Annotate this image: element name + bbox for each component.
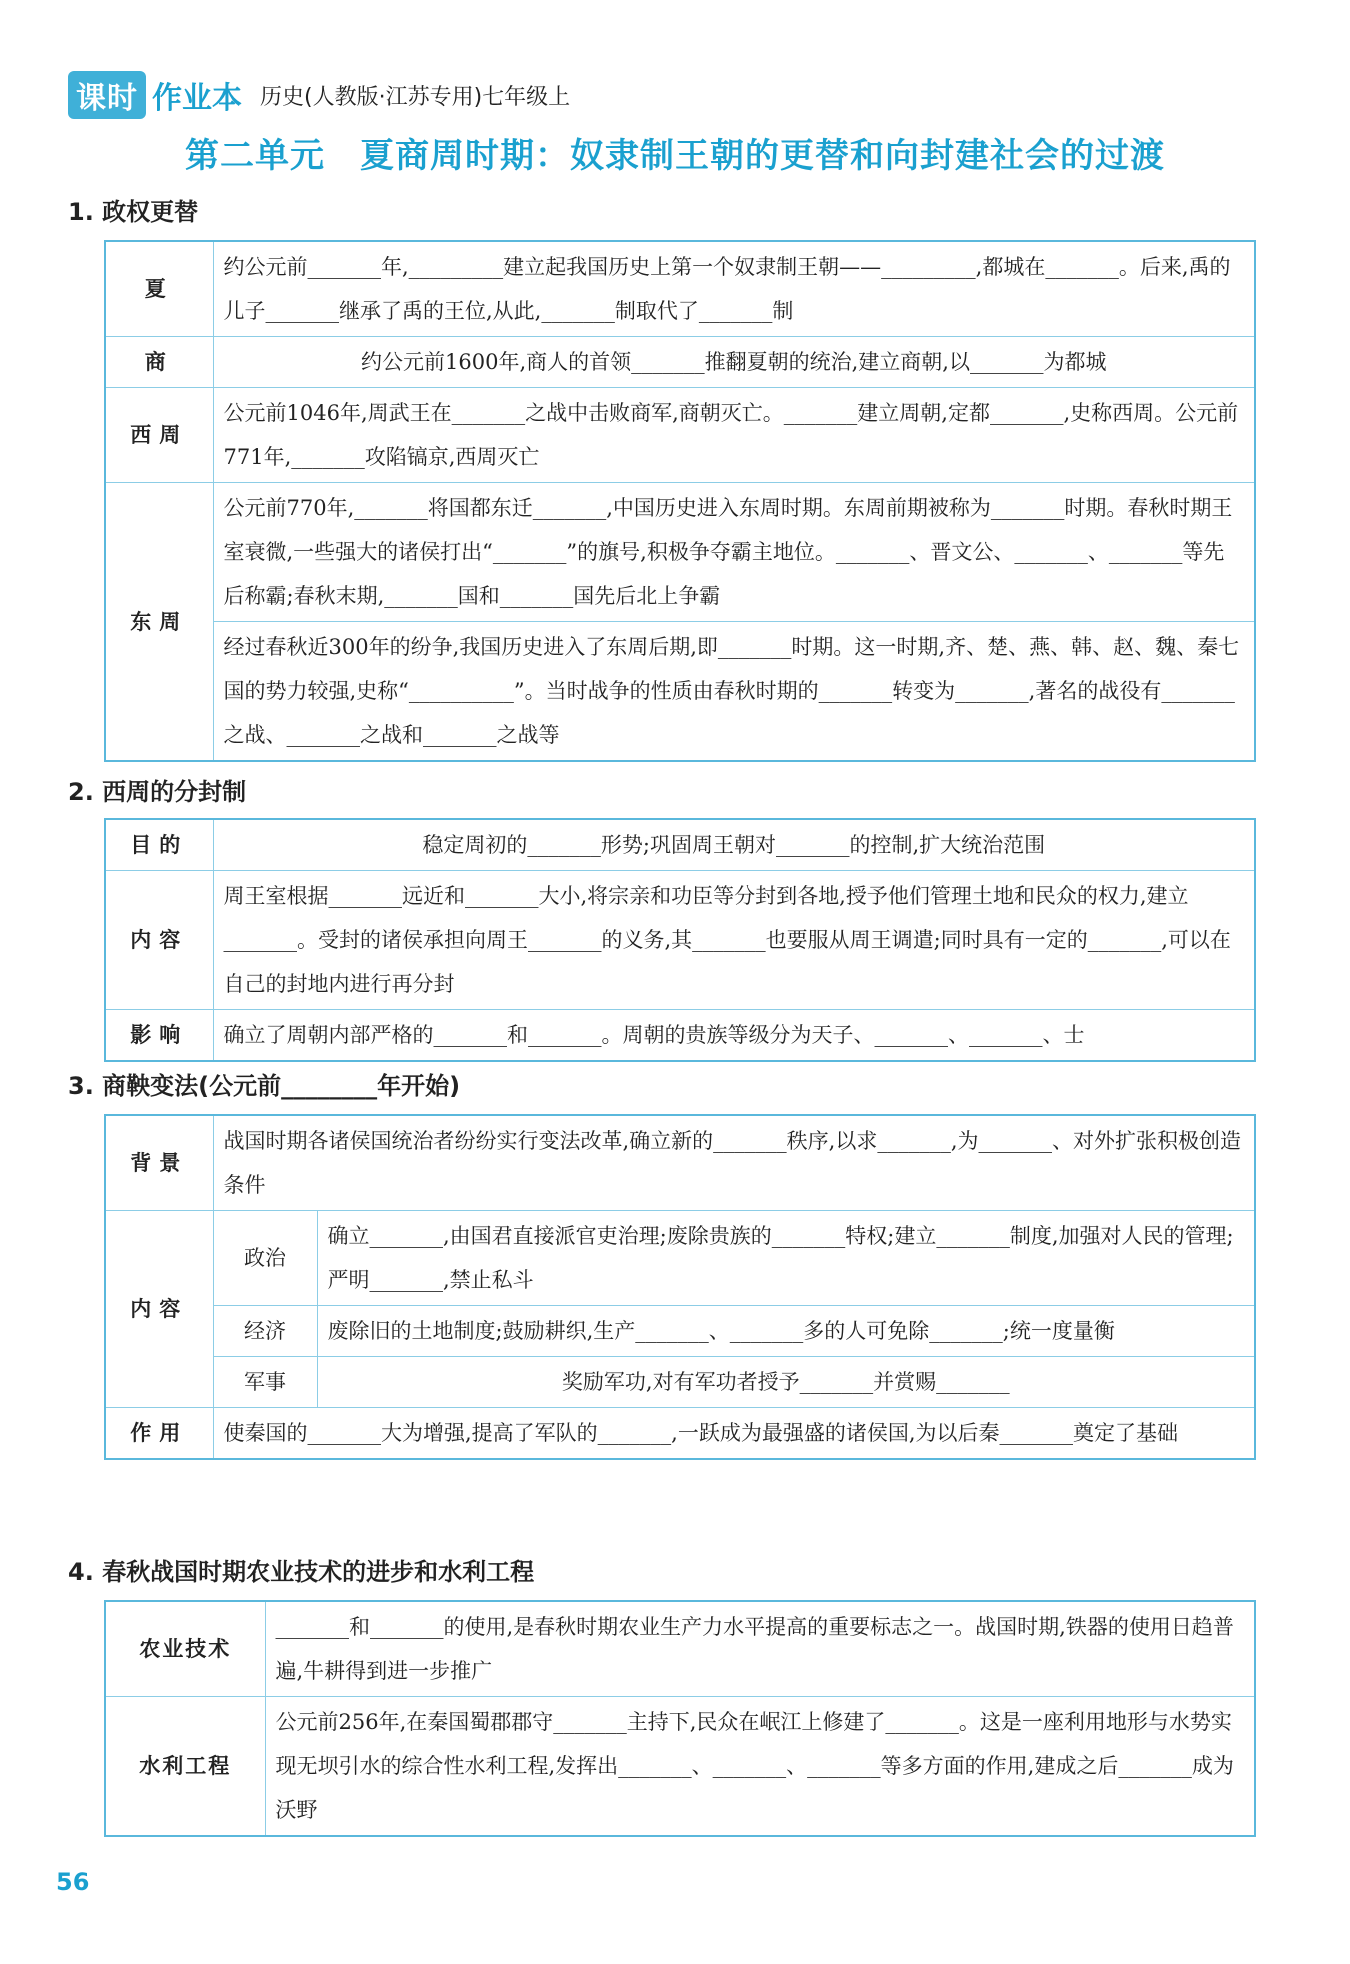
row-text-purpose: 稳定周初的_______形势;巩固周王朝对_______的控制,扩大统治范围 bbox=[213, 819, 1255, 871]
section-title-1: 1. 政权更替 bbox=[68, 198, 199, 226]
table-row bbox=[105, 622, 1255, 762]
table-row bbox=[105, 1306, 1255, 1357]
table-row bbox=[105, 337, 1255, 388]
section-title-3: 3. 商鞅变法(公元前________年开始) bbox=[68, 1072, 461, 1100]
row-text-xizhou: 公元前1046年,周武王在_______之战中击败商军,商朝灭亡。_______建立周朝,定都_______,史称西周。公元前771年,_______攻陷镐京,西周灭亡 bbox=[213, 388, 1255, 483]
row-head-background: 背景 bbox=[105, 1115, 213, 1211]
row-head-xia: 夏 bbox=[105, 241, 213, 337]
subhead-economy: 经济 bbox=[213, 1306, 317, 1357]
table-row bbox=[105, 483, 1255, 622]
section-title-4: 4. 春秋战国时期农业技术的进步和水利工程 bbox=[68, 1558, 535, 1586]
row-text-water: 公元前256年,在秦国蜀郡郡守_______主持下,民众在岷江上修建了_______。这是一座利用地形与水势实现无坝引水的综合性水利工程,发挥出_______、_______、_______等多方面的作用,建成之后_______成为沃野 bbox=[265, 1697, 1255, 1837]
row-head-reform-content: 内容 bbox=[105, 1211, 213, 1408]
logo-text: 作业本 bbox=[152, 81, 242, 116]
row-head-water: 水利工程 bbox=[105, 1697, 265, 1837]
row-head-agri: 农业技术 bbox=[105, 1601, 265, 1697]
table-row bbox=[105, 1010, 1255, 1062]
table-feudal-system bbox=[104, 818, 1256, 1062]
table-row bbox=[105, 871, 1255, 1010]
table-row bbox=[105, 1408, 1255, 1460]
row-text-economy: 废除旧的土地制度;鼓励耕织,生产_______、_______多的人可免除_______;统一度量衡 bbox=[317, 1306, 1255, 1357]
row-text-dongzhou-2: 经过春秋近300年的纷争,我国历史进入了东周后期,即_______时期。这一时期,齐、楚、燕、韩、赵、魏、秦七国的势力较强,史称“__________”。当时战争的性质由春秋时期的_______转变为_______,著名的战役有_______之战、_______之战和_______之战等 bbox=[213, 622, 1255, 762]
row-text-shang: 约公元前1600年,商人的首领_______推翻夏朝的统治,建立商朝,以_______为都城 bbox=[213, 337, 1255, 388]
row-head-xizhou: 西周 bbox=[105, 388, 213, 483]
table-row bbox=[105, 1697, 1255, 1837]
table-row bbox=[105, 819, 1255, 871]
subject-label: 历史(人教版·江苏专用)七年级上 bbox=[260, 84, 571, 110]
logo-badge: 课时 bbox=[68, 71, 146, 119]
row-head-effect: 作用 bbox=[105, 1408, 213, 1460]
row-text-agri: _______和_______的使用,是春秋时期农业生产力水平提高的重要标志之一。战国时期,铁器的使用日趋普遍,牛耕得到进一步推广 bbox=[265, 1601, 1255, 1697]
subhead-politics: 政治 bbox=[213, 1211, 317, 1306]
row-text-content: 周王室根据_______远近和_______大小,将宗亲和功臣等分封到各地,授予他们管理土地和民众的权力,建立_______。受封的诸侯承担向周王_______的义务,其_______也要服从周王调遣;同时具有一定的_______,可以在自己的封地内进行再分封 bbox=[213, 871, 1255, 1010]
page-number: 56 bbox=[56, 1868, 90, 1896]
table-row bbox=[105, 241, 1255, 337]
table-shang-yang-reform bbox=[104, 1114, 1256, 1460]
row-head-dongzhou: 东周 bbox=[105, 483, 213, 762]
brand-logo bbox=[68, 71, 242, 119]
row-text-military: 奖励军功,对有军功者授予_______并赏赐_______ bbox=[317, 1357, 1255, 1408]
table-row bbox=[105, 1115, 1255, 1211]
row-head-purpose: 目的 bbox=[105, 819, 213, 871]
table-row bbox=[105, 1357, 1255, 1408]
row-head-influence: 影响 bbox=[105, 1010, 213, 1062]
row-text-politics: 确立_______,由国君直接派官吏治理;废除贵族的_______特权;建立_______制度,加强对人民的管理;严明_______,禁止私斗 bbox=[317, 1211, 1255, 1306]
subhead-military: 军事 bbox=[213, 1357, 317, 1408]
row-text-xia: 约公元前_______年,_________建立起我国历史上第一个奴隶制王朝——_________,都城在_______。后来,禹的儿子_______继承了禹的王位,从此,_______制取代了_______制 bbox=[213, 241, 1255, 337]
row-text-influence: 确立了周朝内部严格的_______和_______。周朝的贵族等级分为天子、_______、_______、士 bbox=[213, 1010, 1255, 1062]
row-text-effect: 使秦国的_______大为增强,提高了军队的_______,一跃成为最强盛的诸侯国,为以后秦_______奠定了基础 bbox=[213, 1408, 1255, 1460]
table-regime-change bbox=[104, 240, 1256, 762]
row-head-shang: 商 bbox=[105, 337, 213, 388]
table-agriculture-water bbox=[104, 1600, 1256, 1837]
table-row bbox=[105, 1211, 1255, 1306]
row-text-background: 战国时期各诸侯国统治者纷纷实行变法改革,确立新的_______秩序,以求_______,为_______、对外扩张积极创造条件 bbox=[213, 1115, 1255, 1211]
page-header bbox=[68, 72, 570, 118]
row-text-dongzhou-1: 公元前770年,_______将国都东迁_______,中国历史进入东周时期。东周前期被称为_______时期。春秋时期王室衰微,一些强大的诸侯打出“_______”的旗号,积极争夺霸主地位。_______、晋文公、_______、_______等先后称霸;春秋末期,_______国和_______国先后北上争霸 bbox=[213, 483, 1255, 622]
section-title-2: 2. 西周的分封制 bbox=[68, 778, 247, 806]
row-head-content: 内容 bbox=[105, 871, 213, 1010]
table-row bbox=[105, 388, 1255, 483]
unit-title: 第二单元 夏商周时期：奴隶制王朝的更替和向封建社会的过渡 bbox=[185, 136, 1165, 176]
table-row bbox=[105, 1601, 1255, 1697]
